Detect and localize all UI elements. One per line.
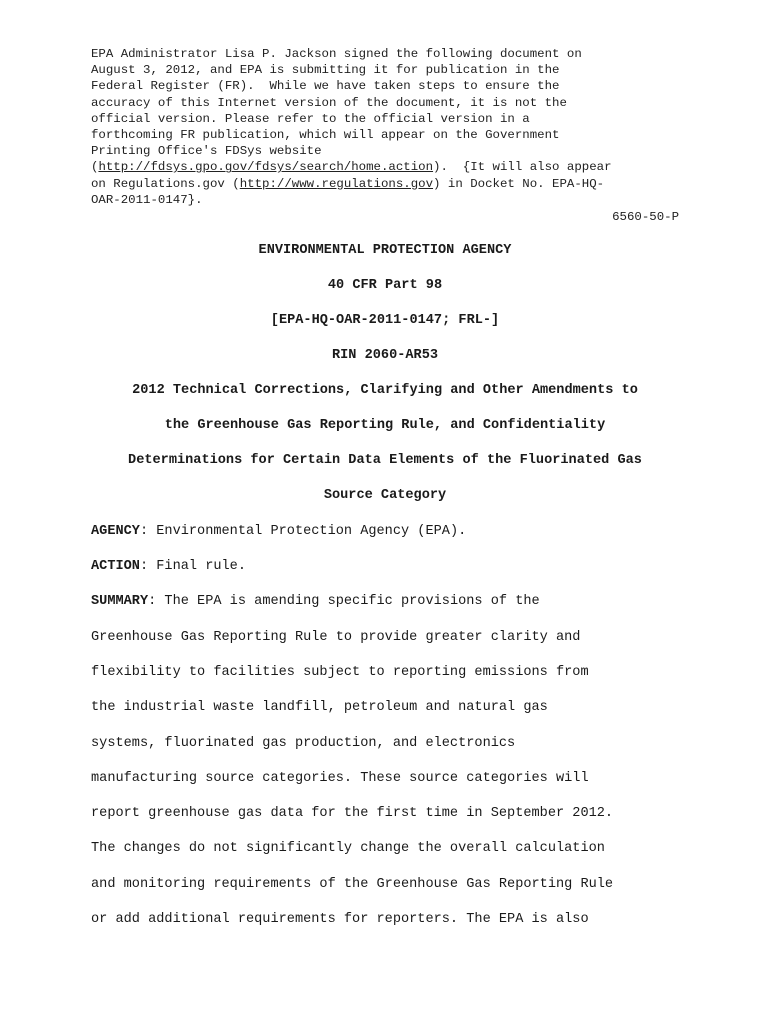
publication-disclaimer: [91, 46, 691, 208]
summary-line: the industrial waste landfill, petroleum and natural gas: [91, 700, 548, 715]
summary-line: report greenhouse gas data for the first time in September 2012.: [91, 806, 614, 821]
agency-label: AGENCY: [91, 524, 140, 539]
action-field: [91, 558, 691, 576]
summary-line: flexibility to facilities subject to reporting emissions from: [91, 665, 589, 680]
disclaimer-text: ) in Docket No. EPA-HQ-: [433, 176, 605, 191]
summary-field: [91, 593, 691, 611]
agency-field: [91, 523, 691, 541]
disclaimer-line: forthcoming FR publication, which will appear on the Government: [91, 128, 560, 143]
action-value: : Final rule.: [139, 559, 247, 574]
disclaimer-text: ). {It will also appear: [433, 160, 612, 175]
disclaimer-line: [91, 159, 691, 175]
summary-line: Greenhouse Gas Reporting Rule to provide greater clarity and: [91, 630, 581, 645]
action-label: ACTION: [91, 559, 140, 574]
disclaimer-line: OAR-2011-0147}.: [91, 192, 203, 207]
rule-title-line: Source Category: [323, 488, 447, 503]
docket-number: [EPA-HQ-OAR-2011-0147; FRL-]: [270, 313, 500, 328]
summary-label: SUMMARY: [91, 594, 149, 609]
summary-line: manufacturing source categories. These source categories will: [91, 771, 589, 786]
disclaimer-line: [91, 176, 691, 192]
disclaimer-line: official version. Please refer to the official version in a: [91, 111, 530, 126]
agency-heading: ENVIRONMENTAL PROTECTION AGENCY: [258, 243, 512, 258]
summary-line: systems, fluorinated gas production, and electronics: [91, 736, 516, 751]
disclaimer-line: accuracy of this Internet version of the document, it is not the: [91, 95, 567, 110]
disclaimer-text: on Regulations.gov (: [91, 176, 240, 191]
disclaimer-line: Printing Office's FDSys website: [91, 144, 322, 159]
disclaimer-line: EPA Administrator Lisa P. Jackson signed the following document on: [91, 47, 582, 61]
disclaimer-line: Federal Register (FR). While we have taken steps to ensure the: [91, 79, 560, 94]
agency-value: : Environmental Protection Agency (EPA).: [139, 524, 467, 539]
rule-title-line: Determinations for Certain Data Elements of the Fluorinated Gas: [128, 453, 642, 468]
summary-line: The changes do not significantly change the overall calculation: [91, 841, 605, 856]
summary-line: and monitoring requirements of the Greenhouse Gas Reporting Rule: [91, 877, 614, 892]
fdsys-link[interactable]: http://fdsys.gpo.gov/fdsys/search/home.action: [98, 160, 434, 175]
rule-title-line: 2012 Technical Corrections, Clarifying and Other Amendments to: [132, 383, 638, 398]
rin-number: RIN 2060-AR53: [331, 348, 439, 363]
cfr-part: 40 CFR Part 98: [327, 278, 443, 293]
rule-title-line: the Greenhouse Gas Reporting Rule, and Confidentiality: [164, 418, 606, 433]
summary-line: or add additional requirements for reporters. The EPA is also: [91, 912, 589, 927]
summary-text: : The EPA is amending specific provisions of the: [148, 594, 540, 609]
disclaimer-line: August 3, 2012, and EPA is submitting it for publication in the: [91, 63, 560, 78]
disclaimer-text: (: [91, 160, 99, 175]
document-number: 6560-50-P: [612, 210, 679, 224]
regulations-link[interactable]: http://www.regulations.gov: [239, 176, 434, 191]
